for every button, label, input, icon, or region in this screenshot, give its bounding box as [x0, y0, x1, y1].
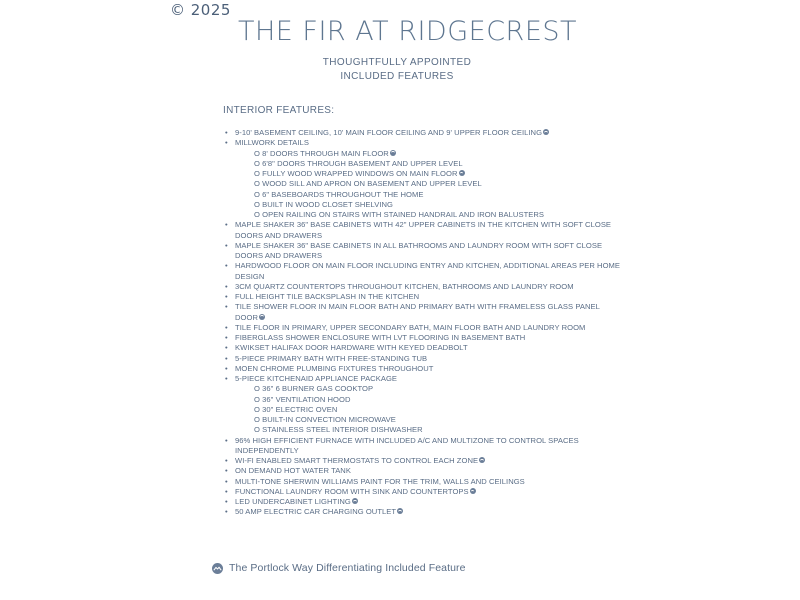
feature-text: 5-PIECE KITCHENAID APPLIANCE PACKAGE	[235, 374, 398, 383]
feature-text: 96% HIGH EFFICIENT FURNACE WITH INCLUDED A/C AND MULTIZONE TO CONTROL SPACES INDEPENDENTLY	[235, 435, 579, 455]
feature-item	[225, 138, 620, 220]
feature-item	[225, 282, 620, 292]
feature-item	[225, 261, 620, 282]
feature-subitem-text: 36" 6 BURNER GAS COOKTOP	[262, 384, 374, 394]
feature-subitem	[254, 149, 620, 159]
features-list	[225, 128, 620, 518]
feature-text: MAPLE SHAKER 36" BASE CABINETS IN ALL BATHROOMS AND LAUNDRY ROOM WITH SOFT CLOSE DOORS AND DRAWERS	[235, 240, 603, 260]
feature-subitem	[254, 159, 620, 169]
feature-text: TILE FLOOR IN PRIMARY, UPPER SECONDARY BATH, MAIN FLOOR BATH AND LAUNDRY ROOM	[235, 322, 586, 332]
feature-text: MILLWORK DETAILS	[235, 138, 309, 148]
portlock-mark-icon	[479, 457, 485, 463]
feature-subitem	[254, 405, 620, 415]
portlock-mark-icon	[397, 508, 403, 514]
feature-text: HARDWOOD FLOOR ON MAIN FLOOR INCLUDING ENTRY AND KITCHEN, ADDITIONAL AREAS PER HOME DESIGN	[235, 261, 621, 281]
feature-text: MAPLE SHAKER 36" BASE CABINETS WITH 42" UPPER CABINETS IN THE KITCHEN WITH SOFT CLOSE DOORS AND DRAWERS	[235, 220, 612, 240]
feature-subitem	[254, 169, 620, 179]
feature-item	[225, 241, 620, 262]
feature-subitem	[254, 384, 620, 394]
feature-item	[225, 333, 620, 343]
feature-item	[225, 487, 620, 497]
feature-text: LED UNDERCABINET LIGHTING	[235, 497, 351, 506]
feature-text: FUNCTIONAL LAUNDRY ROOM WITH SINK AND COUNTERTOPS	[235, 486, 469, 496]
feature-subitem-text: 30" ELECTRIC OVEN	[262, 404, 338, 414]
portlock-mountain-icon	[212, 563, 223, 574]
feature-item	[225, 220, 620, 241]
feature-item	[225, 436, 620, 457]
feature-subitem-text: OPEN RAILING ON STAIRS WITH STAINED HANDRAIL AND IRON BALUSTERS	[262, 210, 545, 219]
feature-subitem	[254, 179, 620, 189]
feature-subitem	[254, 210, 620, 220]
legend	[212, 562, 466, 574]
feature-text: FULL HEIGHT TILE BACKSPLASH IN THE KITCHEN	[235, 292, 420, 301]
portlock-mark-icon	[470, 488, 476, 494]
legend-text: The Portlock Way Differentiating Included Feature	[229, 562, 466, 574]
feature-text: 5-PIECE PRIMARY BATH WITH FREE-STANDING TUB	[235, 353, 428, 363]
feature-text: ON DEMAND HOT WATER TANK	[235, 466, 351, 476]
portlock-mark-icon	[543, 129, 549, 135]
feature-sublist	[235, 149, 620, 221]
subtitle-line-2: INCLUDED FEATURES	[340, 71, 454, 82]
feature-item	[225, 477, 620, 487]
page-title: THE FIR AT RIDGECREST	[237, 16, 578, 47]
feature-subitem-text: 8' DOORS THROUGH MAIN FLOOR	[262, 148, 389, 158]
feature-item	[225, 497, 620, 507]
feature-item	[225, 323, 620, 333]
portlock-mark-icon	[259, 314, 265, 320]
feature-subitem	[254, 425, 620, 435]
subtitle-line-1: THOUGHTFULLY APPOINTED	[322, 57, 472, 68]
feature-text: KWIKSET HALIFAX DOOR HARDWARE WITH KEYED DEADBOLT	[235, 343, 468, 353]
feature-subitem-text: STAINLESS STEEL INTERIOR DISHWASHER	[262, 425, 423, 435]
feature-item	[225, 128, 620, 138]
feature-subitem-text: FULLY WOOD WRAPPED WINDOWS ON MAIN FLOOR	[262, 169, 458, 178]
feature-sublist	[235, 384, 620, 435]
feature-text: MOEN CHROME PLUMBING FIXTURES THROUGHOUT	[235, 363, 434, 373]
feature-item	[225, 374, 620, 436]
feature-item	[225, 354, 620, 364]
portlock-mark-icon	[459, 170, 465, 176]
feature-text: 50 AMP ELECTRIC CAR CHARGING OUTLET	[235, 507, 397, 517]
feature-item	[225, 292, 620, 302]
feature-item	[225, 456, 620, 466]
feature-subitem-text: BUILT IN WOOD CLOSET SHELVING	[262, 199, 393, 209]
feature-subitem	[254, 200, 620, 210]
feature-item	[225, 343, 620, 353]
portlock-mark-icon	[390, 150, 396, 156]
feature-subitem-text: WOOD SILL AND APRON ON BASEMENT AND UPPER LEVEL	[262, 179, 482, 189]
feature-subitem	[254, 190, 620, 200]
section-heading: INTERIOR FEATURES:	[223, 105, 335, 116]
feature-subitem-text: BUILT-IN CONVECTION MICROWAVE	[262, 415, 396, 424]
copyright-notice: © 2025	[170, 1, 231, 19]
feature-subitem-text: 6'8" DOORS THROUGH BASEMENT AND UPPER LEVEL	[262, 158, 463, 168]
feature-item	[225, 507, 620, 517]
feature-text: TILE SHOWER FLOOR IN MAIN FLOOR BATH AND PRIMARY BATH WITH FRAMELESS GLASS PANEL DOOR	[235, 302, 600, 322]
feature-text: 3CM QUARTZ COUNTERTOPS THROUGHOUT KITCHEN, BATHROOMS AND LAUNDRY ROOM	[235, 281, 574, 291]
feature-text: 9-10' BASEMENT CEILING, 10' MAIN FLOOR CEILING AND 9' UPPER FLOOR CEILING	[235, 128, 543, 137]
feature-item	[225, 302, 620, 323]
feature-item	[225, 364, 620, 374]
feature-item	[225, 466, 620, 476]
feature-subitem-text: 36" VENTILATION HOOD	[262, 394, 351, 404]
feature-subitem	[254, 415, 620, 425]
feature-subitem	[254, 395, 620, 405]
feature-text: WI-FI ENABLED SMART THERMOSTATS TO CONTROL EACH ZONE	[235, 456, 479, 465]
portlock-mark-icon	[352, 498, 358, 504]
feature-text: MULTI-TONE SHERWIN WILLIAMS PAINT FOR THE TRIM, WALLS AND CEILINGS	[235, 476, 525, 486]
feature-text: FIBERGLASS SHOWER ENCLOSURE WITH LVT FLOORING IN BASEMENT BATH	[235, 333, 526, 342]
feature-subitem-text: 6" BASEBOARDS THROUGHOUT THE HOME	[262, 189, 424, 199]
